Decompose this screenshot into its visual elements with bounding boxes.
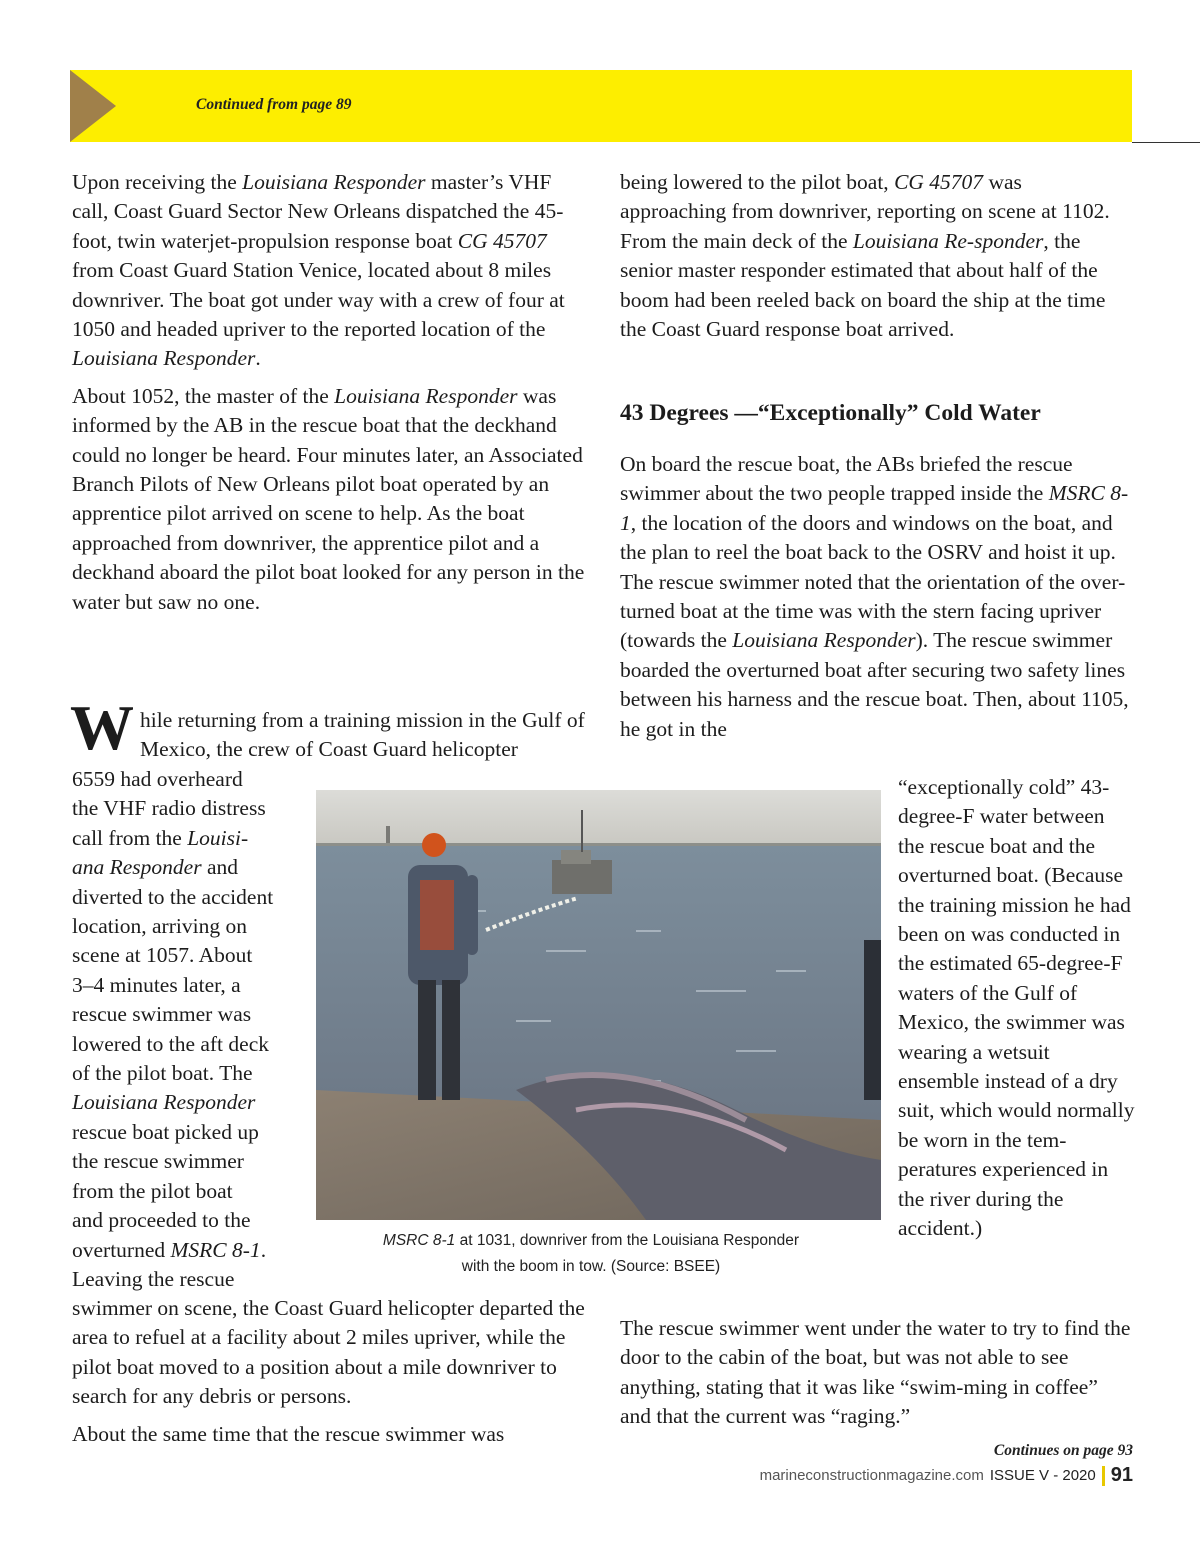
dropcap-letter: W (70, 692, 134, 763)
paragraph: Upon receiving the Louisiana Responder master’s VHF call, Coast Guard Sector New Orleans dispatched the 45-foot, twin waterjet-propulsion response boat CG 45707 from Coast Guard Station Venice, located about 8 miles downriver. The boat got under way with a crew of four at 1050 and headed upriver to the reported location of the Louisiana Responder. (72, 170, 565, 371)
paragraph: On board the rescue boat, the ABs briefed the rescue swimmer about the two people trapped inside the MSRC 8-1, the location of the doors and windows on the boat, and the plan to reel the boat back to the OSRV and hoist it up. The rescue swimmer noted that the orientation of the over-turned boat at the time was with the stern facing upriver (towards the Louisiana Responder). The rescue swimmer boarded the overturned boat after securing two safety lines between his harness and the rescue boat. Then, about 1105, he got in the (620, 452, 1129, 741)
left-column-top (72, 168, 592, 617)
paragraph: About the same time that the rescue swimmer was (72, 1421, 505, 1446)
footer-site: marineconstructionmagazine.com (759, 1467, 984, 1484)
left-column-bottom (72, 1294, 592, 1449)
photo-boat-boom (316, 790, 881, 1220)
left-narrow-lines: 6559 had overheard the VHF radio distress call from the Louisi- ana Responder and diverted to the accident location, arriving on scene at 1057. About 3–4 minutes later, a rescue swimmer was lowered to the aft deck of the pilot boat. The Louisiana Responder rescue boat picked up the rescue swimmer from the pilot boat and proceeded to the overturned MSRC 8-1. Leaving the rescue (72, 767, 274, 1291)
right-narrow-paragraph: “exceptionally cold” 43-degree-F water between the rescue boat and the overturned boat. (Because the training mission he had been on was conducted in the estimated 65-degree-F waters of the Gulf of Mexico, the swimmer was wearing a wetsuit ensemble instead of a dry suit, which would normally be worn in the tem-peratures experienced in the river during the accident.) (898, 775, 1135, 1241)
section-heading: 43 Degrees —“Exceptionally” Cold Water (620, 400, 1041, 426)
page-footer (760, 1464, 1133, 1487)
footer-divider (1102, 1466, 1105, 1486)
page-number: 91 (1110, 1464, 1133, 1486)
banner-rule (1132, 142, 1200, 143)
paragraph: being lowered to the pilot boat, CG 45707 was approaching from downriver, reporting on scene at 1102. From the main deck of the Louisiana Re-sponder, the senior master responder estimated that about half of the boom had been reeled back on board the ship at the time the Coast Guard response boat arrived. (620, 170, 1110, 342)
continued-from-label: Continued from page 89 (196, 96, 352, 113)
paragraph: swimmer on scene, the Coast Guard helicopter departed the area to refuel at a facility about 2 miles upriver, while the pilot boat moved to a position about a mile downriver to search for any debris or persons. (72, 1296, 585, 1409)
continues-on-label: Continues on page 93 (993, 1442, 1133, 1459)
paragraph: The rescue swimmer went under the water to try to find the door to the cabin of the boat, but was not able to see anything, stating that it was like “swim-ming in coffee” and that the current was “raging.” (620, 1316, 1131, 1429)
banner-arrow-icon (70, 70, 116, 142)
right-column-bottom (620, 1314, 1132, 1432)
dropcap-paragraph-start: W hile returning from a training mission in the Gulf of Mexico, the crew of Coast Guard helicopter (70, 692, 585, 763)
photo-caption: MSRC 8-1 at 1031, downriver from the Louisiana Responder with the boom in tow. (Source: BSEE) (382, 1232, 800, 1275)
right-column-top (620, 168, 1132, 344)
paragraph: About 1052, the master of the Louisiana Responder was informed by the AB in the rescue boat that the deckhand could no longer be heard. Four minutes later, an Associated Branch Pilots of New Orleans pilot boat operated by an apprentice pilot arrived on scene to help. As the boat approached from downriver, the apprentice pilot and a deckhand aboard the pilot boat looked for any person in the water but saw no one. (72, 383, 585, 614)
footer-issue: ISSUE V - 2020 (989, 1467, 1096, 1484)
right-column-middle (620, 450, 1132, 744)
